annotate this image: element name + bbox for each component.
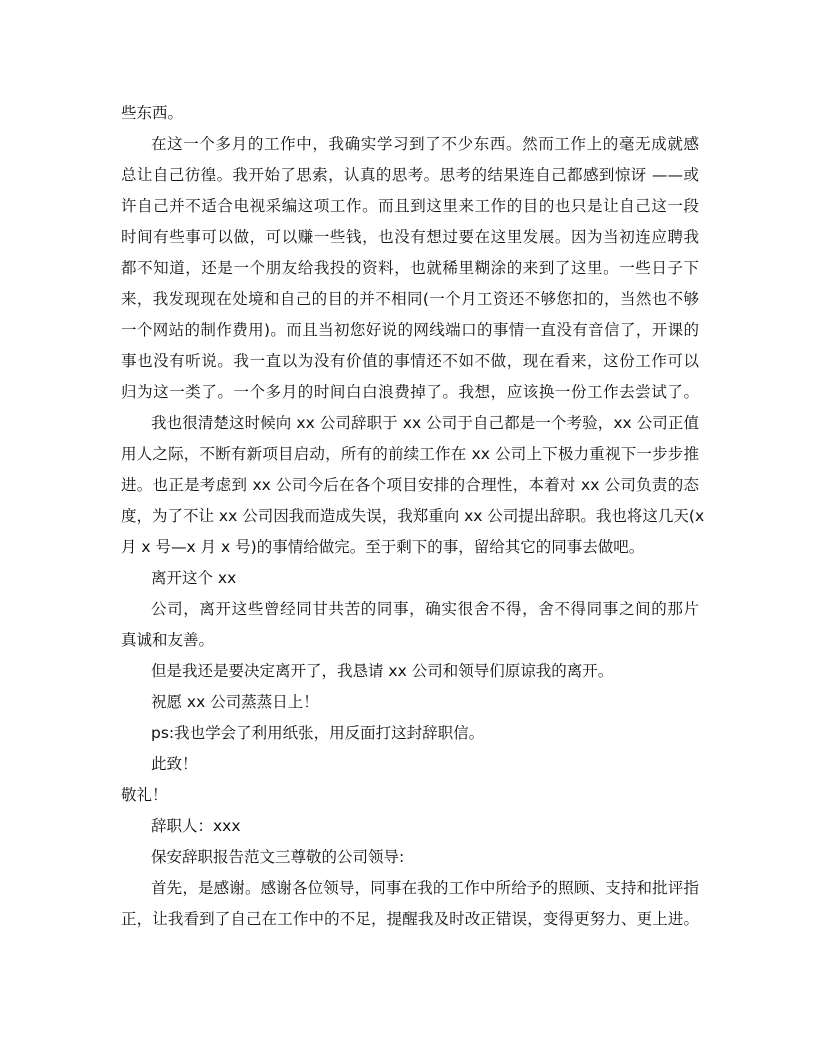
text-line: 度，为了不让 xx 公司因我而造成失误，我郑重向 xx 公司提出辞职。我也将这几天(x (121, 507, 705, 525)
paragraph-start-line: 我也很清楚这时候向 xx 公司辞职于 xx 公司于自己都是一个考验，xx 公司正值 (151, 414, 699, 432)
text-line: 归为这一类了。一个多月的时间白白浪费掉了。我想，应该换一份工作去尝试了。 (121, 383, 699, 401)
text-line: 事也没有听说。我一直以为没有价值的事情还不如不做，现在看来，这份工作可以 (121, 352, 699, 370)
text-line: 许自己并不适合电视采编这项工作。而且到这里来工作的目的也只是让自己这一段 (121, 197, 699, 215)
text-line: 时间有些事可以做，可以赚一些钱，也没有想过要在这里发展。因为当初连应聘我 (121, 228, 699, 246)
text-line: 月 x 号—x 月 x 号)的事情给做完。至于剩下的事，留给其它的同事去做吧。 (121, 538, 645, 556)
text-line: 辞职人：xxx (151, 817, 241, 835)
text-line: 敬礼！ (121, 786, 168, 804)
paragraph-start-line: 在这一个多月的工作中，我确实学习到了不少东西。然而工作上的毫无成就感 (151, 135, 699, 153)
text-line: ps:我也学会了利用纸张，用反面打这封辞职信。 (151, 724, 485, 742)
text-line: 正，让我看到了自己在工作中的不足，提醒我及时改正错误，变得更努力、更上进。 (121, 910, 699, 928)
text-line: 都不知道，还是一个朋友给我投的资料，也就稀里糊涂的来到了这里。一些日子下 (121, 259, 699, 277)
text-line: 保安辞职报告范文三尊敬的公司领导: (151, 848, 405, 866)
text-line: 一个网站的制作费用)。而且当初您好说的网线端口的事情一直没有音信了，开课的 (121, 321, 699, 339)
text-line: 此致！ (151, 755, 198, 773)
text-line: 真诚和友善。 (121, 631, 215, 649)
text-line: 进。也正是考虑到 xx 公司今后在各个项目安排的合理性，本着对 xx 公司负责的态 (121, 476, 699, 494)
text-line: 总让自己彷徨。我开始了思索，认真的思考。思考的结果连自己都感到惊讶 ——或 (121, 166, 699, 184)
text-line: 些东西。 (121, 104, 184, 122)
text-line: 用人之际，不断有新项目启动，所有的前续工作在 xx 公司上下极力重视下一步步推 (121, 445, 699, 463)
text-line: 离开这个 xx (151, 569, 237, 587)
paragraph-start-line: 公司，离开这些曾经同甘共苦的同事，确实很舍不得，舍不得同事之间的那片 (151, 600, 699, 618)
text-line: 祝愿 xx 公司蒸蒸日上！ (151, 693, 319, 711)
paragraph-start-line: 首先，是感谢。感谢各位领导，同事在我的工作中所给予的照顾、支持和批评指 (151, 879, 699, 897)
text-line: 但是我还是要决定离开了，我恳请 xx 公司和领导们原谅我的离开。 (151, 662, 614, 680)
text-line: 来，我发现现在处境和自己的目的并不相同(一个月工资还不够您扣的，当然也不够 (121, 290, 699, 308)
